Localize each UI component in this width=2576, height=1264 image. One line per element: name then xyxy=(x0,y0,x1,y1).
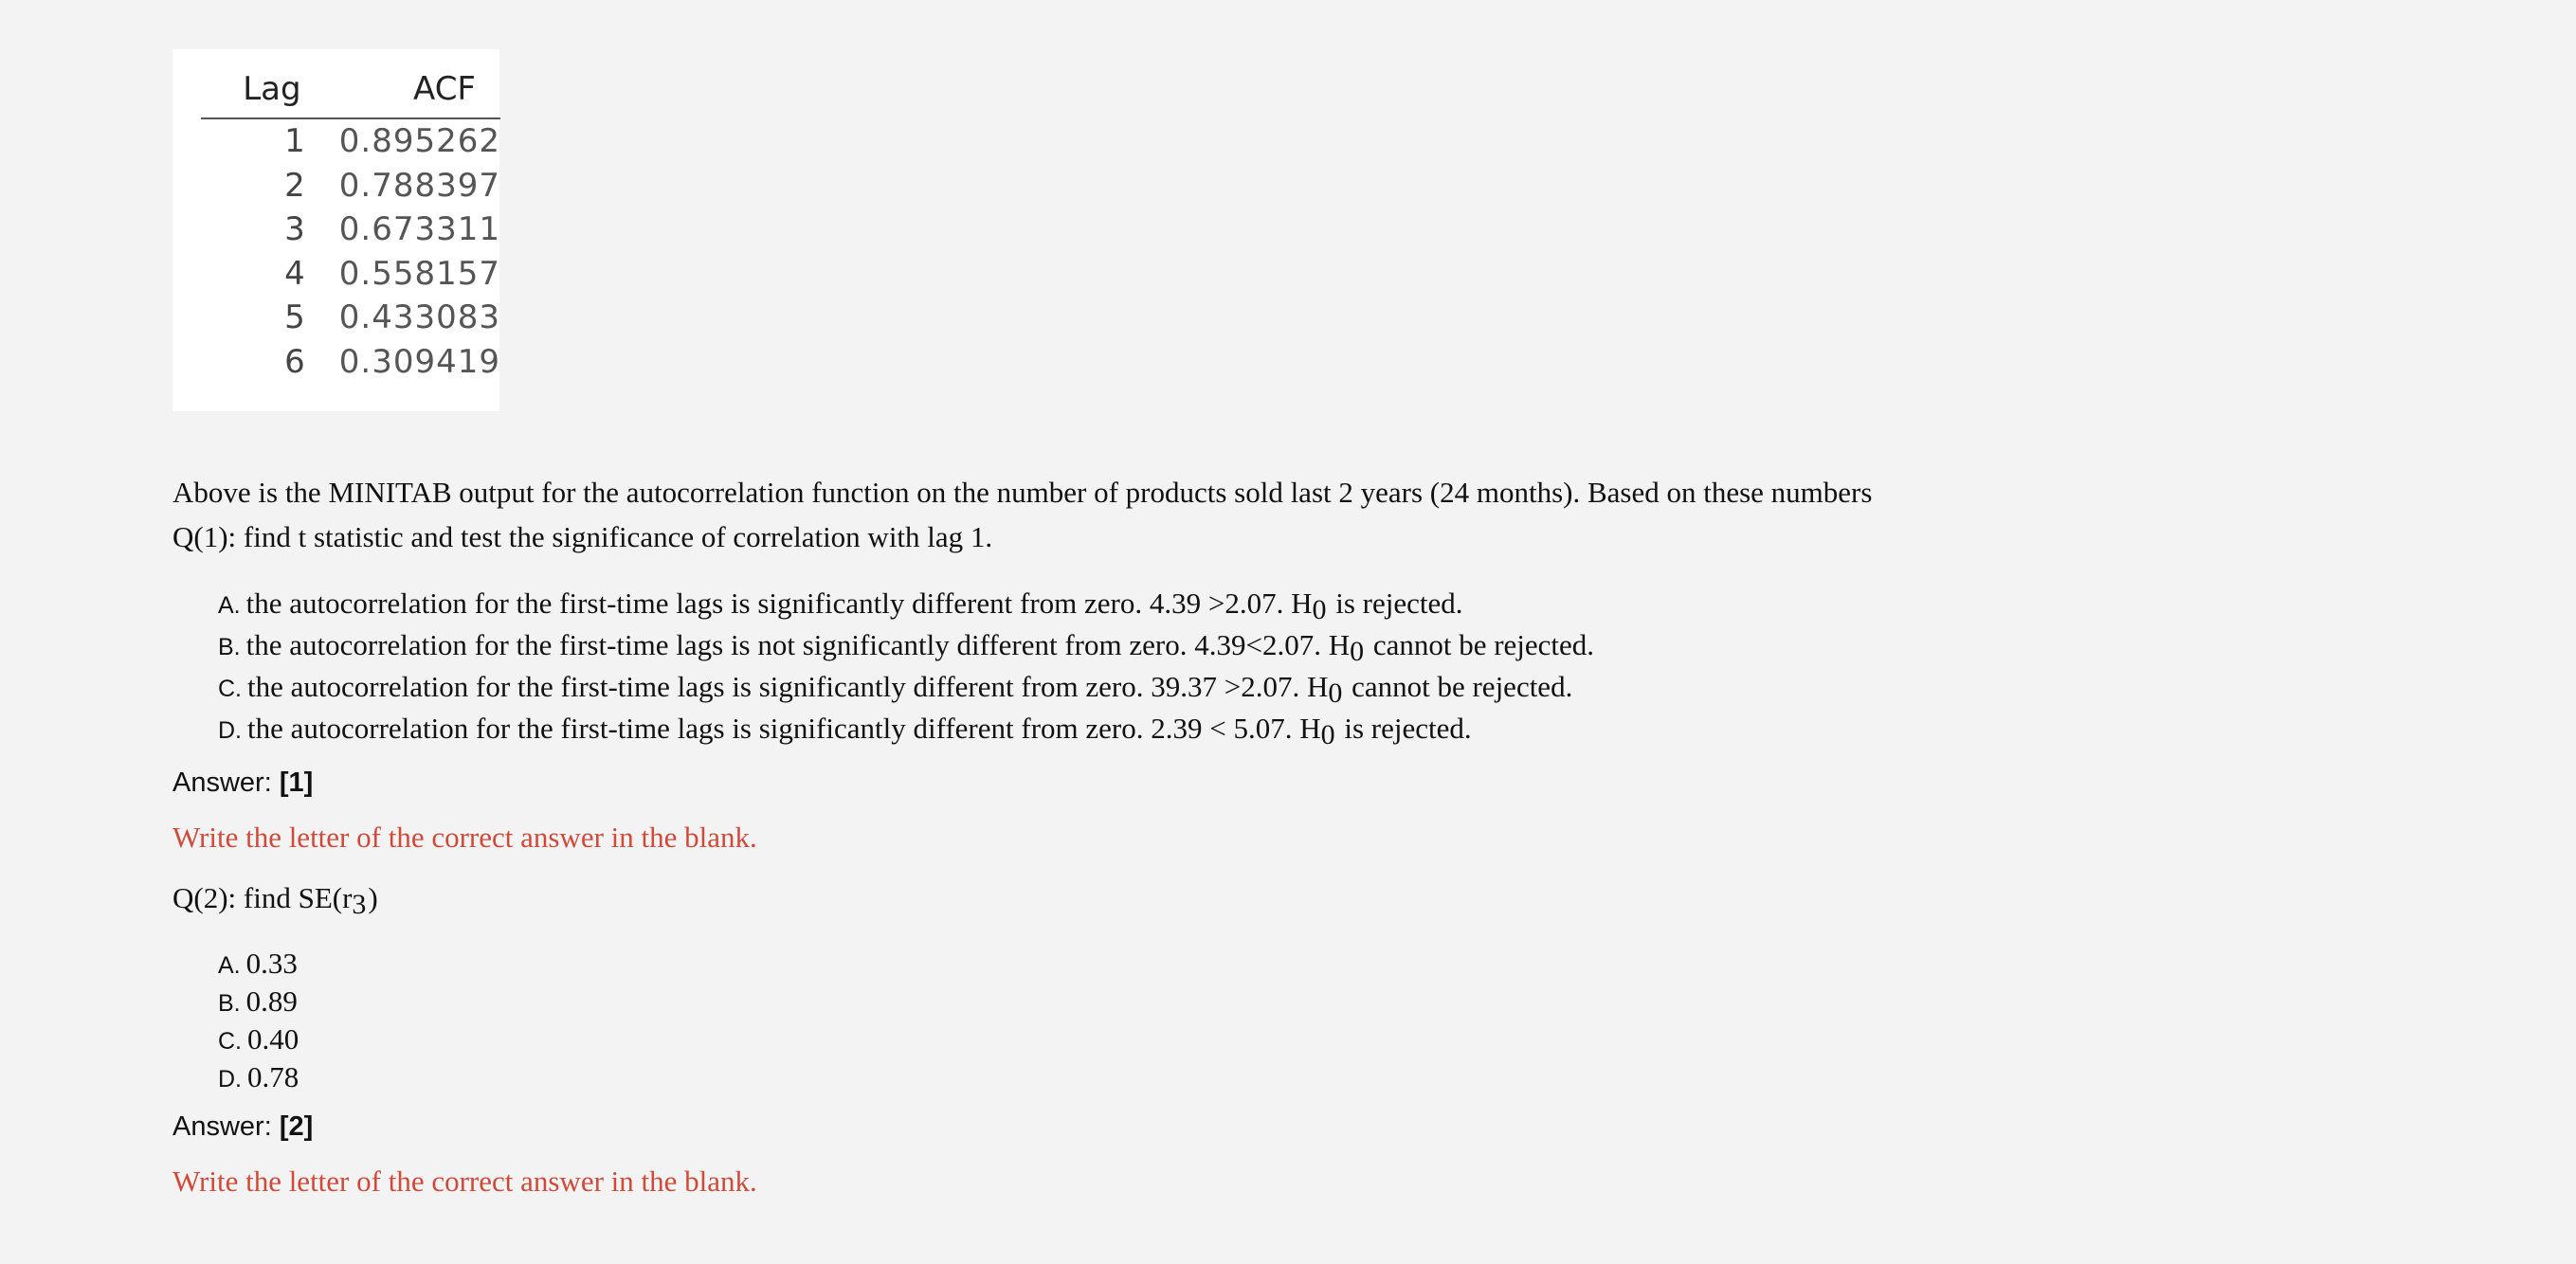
lag-cell: 2 xyxy=(284,166,305,205)
acf-cell: 0.673311 xyxy=(338,210,500,248)
lag-cell: 4 xyxy=(284,254,305,293)
question-intro xyxy=(172,470,2447,559)
option-text: the autocorrelation for the first-time lags is significantly different from zero. 4.39 >2.07. H xyxy=(245,587,1313,620)
option-letter: C. xyxy=(218,676,242,702)
option-subscript: 0 xyxy=(1312,594,1327,625)
option-text-end: is rejected. xyxy=(1328,587,1463,620)
q2-prompt-end: ) xyxy=(368,881,378,914)
lag-cell: 1 xyxy=(284,122,305,160)
option-value: 0.78 xyxy=(247,1060,299,1093)
q2-option-a xyxy=(218,946,299,984)
table-row xyxy=(201,208,500,252)
q1-option-c xyxy=(218,667,1594,709)
q2-option-c xyxy=(218,1021,299,1059)
acf-table-header-row xyxy=(201,66,500,118)
option-text-end: cannot be rejected. xyxy=(1344,670,1573,703)
acf-cell: 0.558157 xyxy=(338,254,500,293)
option-letter: A. xyxy=(218,952,241,979)
acf-table xyxy=(201,66,500,384)
answer-blank-2[interactable]: [2] xyxy=(279,1111,314,1142)
q2-prompt-text: Q(2): find SE(r xyxy=(172,881,353,914)
q1-prompt: Q(1): find t statistic and test the significance of correlation with lag 1. xyxy=(172,520,993,553)
option-text-end: cannot be rejected. xyxy=(1366,628,1595,661)
table-row xyxy=(201,340,500,385)
option-subscript: 0 xyxy=(1350,636,1365,667)
q1-option-d xyxy=(218,709,1594,750)
option-letter: B. xyxy=(218,634,241,660)
q1-answer xyxy=(172,767,313,799)
q2-prompt-subscript: 3 xyxy=(352,889,367,920)
option-value: 0.33 xyxy=(245,947,298,980)
option-letter: B. xyxy=(218,990,241,1017)
acf-output-image xyxy=(172,49,499,411)
option-letter: D. xyxy=(218,717,242,744)
q1-option-a xyxy=(218,584,1594,625)
q2-prompt xyxy=(172,881,378,920)
option-letter: A. xyxy=(218,592,241,619)
option-value: 0.40 xyxy=(247,1022,299,1056)
table-row xyxy=(201,118,500,164)
answer-blank-1[interactable]: [1] xyxy=(279,767,314,798)
table-row xyxy=(201,164,500,208)
acf-cell: 0.788397 xyxy=(338,166,500,205)
table-row xyxy=(201,296,500,340)
answer-label: Answer: xyxy=(172,1111,280,1142)
table-row xyxy=(201,252,500,297)
option-letter: D. xyxy=(218,1066,242,1092)
lag-cell: 6 xyxy=(284,342,305,381)
acf-header: ACF xyxy=(334,66,500,118)
q2-options xyxy=(218,946,299,1097)
lag-cell: 5 xyxy=(284,298,305,336)
lag-cell: 3 xyxy=(284,210,305,248)
option-text: the autocorrelation for the first-time lags is significantly different from zero. 39.37 >2.07. H xyxy=(247,670,1329,703)
q1-instruction: Write the letter of the correct answer in the blank. xyxy=(172,821,757,854)
q1-options xyxy=(218,584,1594,750)
answer-label: Answer: xyxy=(172,767,280,798)
acf-cell: 0.895262 xyxy=(338,122,500,160)
acf-cell: 0.433083 xyxy=(338,298,500,336)
acf-cell: 0.309419 xyxy=(338,342,500,381)
q2-option-d xyxy=(218,1059,299,1097)
q2-option-b xyxy=(218,984,299,1021)
option-text: the autocorrelation for the first-time lags is significantly different from zero. 2.39 < 5.07. H xyxy=(247,712,1321,745)
option-value: 0.89 xyxy=(245,984,298,1018)
option-letter: C. xyxy=(218,1028,242,1055)
option-subscript: 0 xyxy=(1328,677,1343,709)
lag-header: Lag xyxy=(201,66,334,118)
option-text-end: is rejected. xyxy=(1336,712,1472,745)
q1-option-b xyxy=(218,625,1594,667)
option-text: the autocorrelation for the first-time lags is not significantly different from zero. 4.39<2.07. H xyxy=(245,628,1351,661)
q2-answer xyxy=(172,1111,313,1143)
option-subscript: 0 xyxy=(1320,719,1335,750)
q2-instruction: Write the letter of the correct answer in the blank. xyxy=(172,1165,757,1198)
intro-text: Above is the MINITAB output for the autocorrelation function on the number of products sold last 2 years (24 months). Based on these numbers xyxy=(172,476,1873,509)
